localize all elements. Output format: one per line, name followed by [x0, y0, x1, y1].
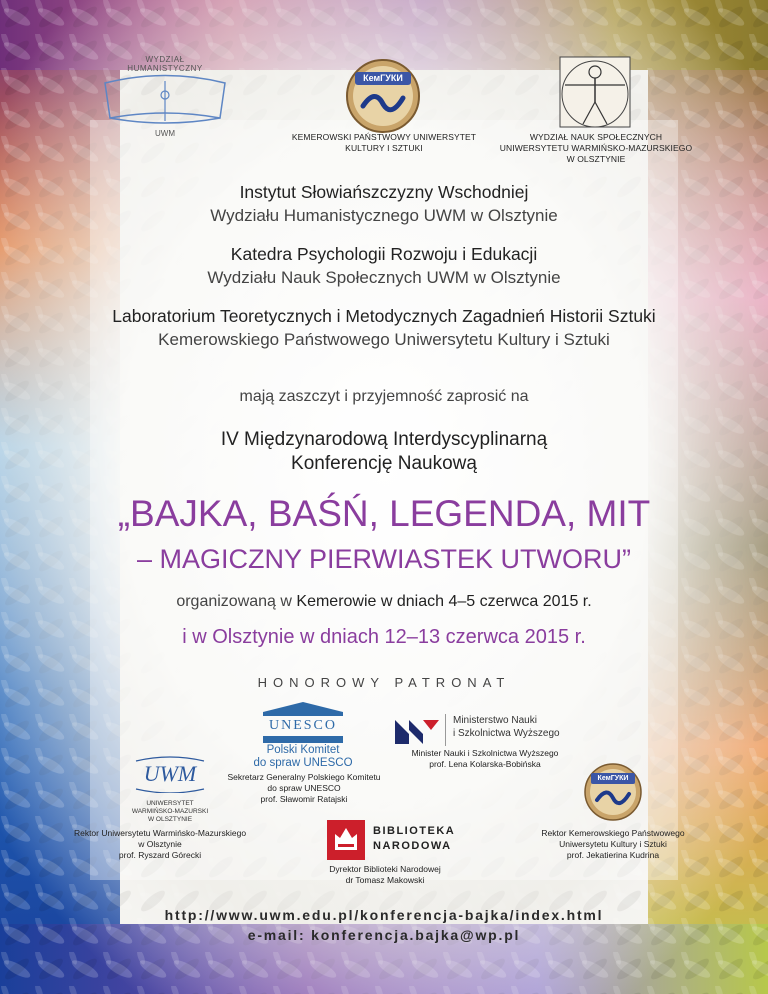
conference-line1: IV Międzynarodową Interdyscyplinarną — [220, 429, 548, 450]
unesco-logo-text: UNESCO — [268, 718, 337, 733]
title-line2: – MAGICZNY PIERWIASTEK UTWORU” — [136, 544, 632, 574]
footer — [20, 905, 748, 945]
kemerovo-patron-logo-text: КемГУКИ — [597, 775, 629, 782]
organizers — [40, 180, 728, 352]
org3-university: Kemerowskiego Państwowego Uniwersytetu Kultury i Sztuki — [158, 330, 610, 349]
org2-name: Katedra Psychologii Rozwoju i Edukacji — [230, 244, 538, 264]
dates-prefix: organizowaną w — [176, 593, 292, 610]
national-library-logo — [327, 820, 467, 862]
dates-kemerovo: Kemerowie w dniach 4–5 czerwca 2015 r. — [296, 593, 592, 610]
uwm-humanities-logo — [100, 55, 230, 145]
national-library-emblem-icon — [327, 820, 365, 860]
unesco-committee: Polski Komitet do spraw UNESCO — [253, 744, 353, 769]
dates-kemerovo-line — [20, 590, 748, 614]
uwm-caption: Rektor Uniwersytetu Warmińsko-Mazurskiego w Olsztynie prof. Ryszard Górecki — [73, 828, 247, 860]
conference-line2: Konferencję Naukową — [291, 453, 477, 474]
org1-name: Instytut Słowiańszczyzny Wschodniej — [239, 182, 529, 202]
kemerovo-logo-text: КемГУКИ — [363, 73, 403, 83]
uwm-logo — [132, 755, 208, 793]
unesco-caption: Sekretarz Generalny Polskiego Komitetu do spraw UNESCO prof. Sławomir Ratajski — [227, 772, 381, 804]
social-sciences-caption: WYDZIAŁ NAUK SPOŁECZNYCH UNIWERSYTETU WARMIŃSKO-MAZURSKIEGO W OLSZTYNIE — [499, 132, 693, 164]
patronage-heading: HONOROWY PATRONAT — [257, 675, 511, 690]
invite-text: mają zaszczyt i przyjemność zaprosić na — [239, 388, 529, 405]
national-library-name: BIBLIOTEKA NARODOWA — [373, 825, 456, 852]
conference-email-link[interactable]: e-mail: konferencja.bajka@wp.pl — [247, 927, 521, 943]
ministry-logo — [393, 714, 573, 748]
org3-name: Laboratorium Teoretycznych i Metodycznych Zagadnień Historii Sztuki — [112, 306, 656, 326]
social-sciences-logo — [555, 52, 635, 132]
kemerovo-patron-caption: Rektor Kemerowskiego Państwowego Uniwersytetu Kultury i Sztuki prof. Jekatierina Kudrina — [541, 828, 685, 860]
kemerovo-patron-logo — [583, 762, 643, 822]
national-library-caption: Dyrektor Biblioteki Narodowej dr Tomasz Makowski — [329, 864, 441, 885]
ministry-caption: Minister Nauki i Szkolnictwa Wyższego prof. Lena Kolarska-Bobińska — [411, 748, 559, 769]
ministry-mark-icon — [393, 716, 441, 746]
conference-title — [20, 490, 748, 578]
unesco-logo — [255, 700, 351, 749]
uwm-humanities-logo-bottom-text: UWM — [155, 129, 175, 138]
kemerovo-caption: KEMEROWSKI PAŃSTWOWY UNIWERSYTET KULTURY I SZTUKI — [291, 132, 477, 153]
vitruvian-man-icon — [555, 52, 635, 132]
uwm-logo-text: UWM — [143, 761, 197, 786]
kemerovo-logo — [345, 58, 421, 134]
conference-url-link[interactable]: http://www.uwm.edu.pl/konferencja-bajka/index.html — [164, 907, 604, 923]
org2-faculty: Wydziału Nauk Społecznych UWM w Olsztynie — [207, 268, 561, 287]
title-line1: „BAJKA, BAŚŃ, LEGENDA, MIT — [117, 493, 651, 534]
dates — [20, 590, 748, 652]
uwm-name: UNIWERSYTET WARMIŃSKO-MAZURSKI W OLSZTYNIE — [131, 800, 209, 823]
dates-olsztyn: i w Olsztynie w dniach 12–13 czerwca 2015 r. — [182, 626, 586, 648]
uwm-humanities-logo-top-text: WYDZIAŁ HUMANISTYCZNY — [127, 55, 203, 73]
conference-type — [40, 428, 728, 476]
open-book-icon — [100, 73, 230, 133]
org1-faculty: Wydziału Humanistycznego UWM w Olsztynie — [210, 206, 558, 225]
ministry-name: Ministerstwo Nauki i Szkolnictwa Wyższego — [453, 715, 560, 739]
